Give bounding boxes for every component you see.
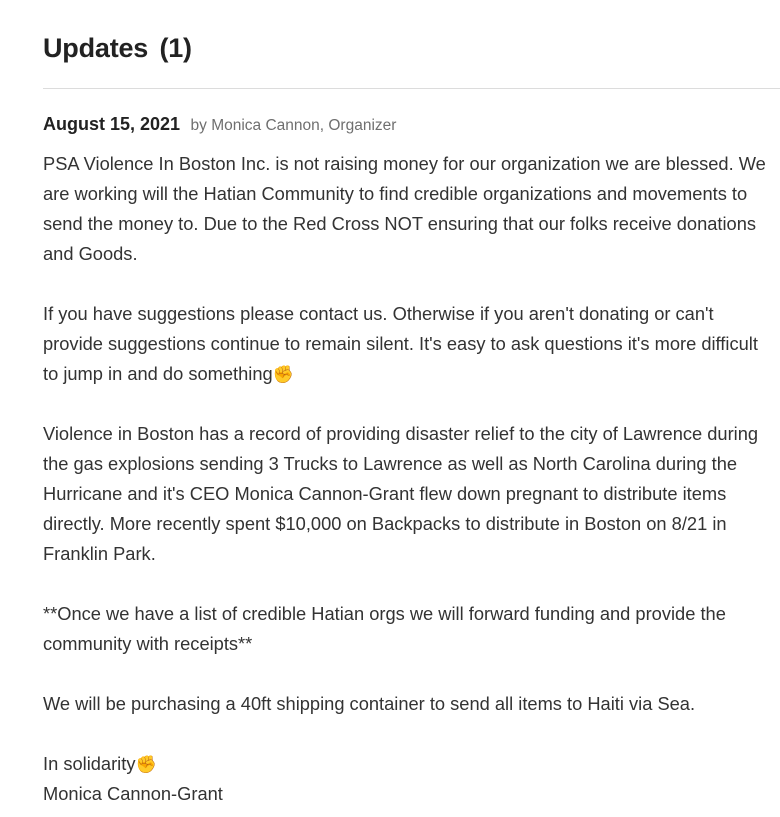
updates-count: (1) — [159, 33, 192, 63]
updates-title: Updates — [43, 33, 149, 63]
update-paragraph — [43, 689, 778, 719]
update-meta — [43, 114, 396, 135]
update-paragraph — [43, 299, 778, 389]
update-paragraph-text: If you have suggestions please contact us. Otherwise if you aren't donating or can't provide suggestions continue to remain silent. It's easy to ask questions it's more difficult to jump in and do something — [43, 303, 758, 384]
update-paragraph-text: Violence in Boston has a record of providing disaster relief to the city of Lawrence during the gas explosions sending 3 Trucks to Lawrence as well as North Carolina during the Hurricane and it's CEO Monica Cannon-Grant flew down pregnant to distribute items directly. More recently spent $10,000 on Backpacks to distribute in Boston on 8/21 in Franklin Park. — [43, 423, 759, 564]
update-author: by Monica Cannon, Organizer — [190, 117, 397, 134]
update-date: August 15, 2021 — [43, 114, 181, 134]
update-paragraph — [43, 419, 778, 569]
update-paragraph-text: **Once we have a list of credible Hatian orgs we will forward funding and provide the community with receipts** — [43, 603, 726, 654]
raised-fist-icon: ✊ — [272, 365, 294, 385]
signature-text: Monica Cannon-Grant — [43, 783, 223, 804]
updates-heading — [43, 33, 192, 64]
update-signoff — [43, 749, 778, 809]
update-paragraph — [43, 149, 778, 269]
raised-fist-icon: ✊ — [135, 755, 157, 775]
update-paragraph-text: We will be purchasing a 40ft shipping container to send all items to Haiti via Sea. — [43, 693, 696, 714]
closing-text: In solidarity — [43, 753, 136, 774]
update-paragraph-text: PSA Violence In Boston Inc. is not raising money for our organization we are blessed. We are working will the Hatian Community to find credible organizations and movements to send the money to. Due to the Red Cross NOT ensuring that our folks receive donations and Goods. — [43, 153, 766, 264]
update-paragraph — [43, 599, 778, 659]
update-body — [43, 149, 778, 809]
section-divider — [43, 88, 780, 89]
